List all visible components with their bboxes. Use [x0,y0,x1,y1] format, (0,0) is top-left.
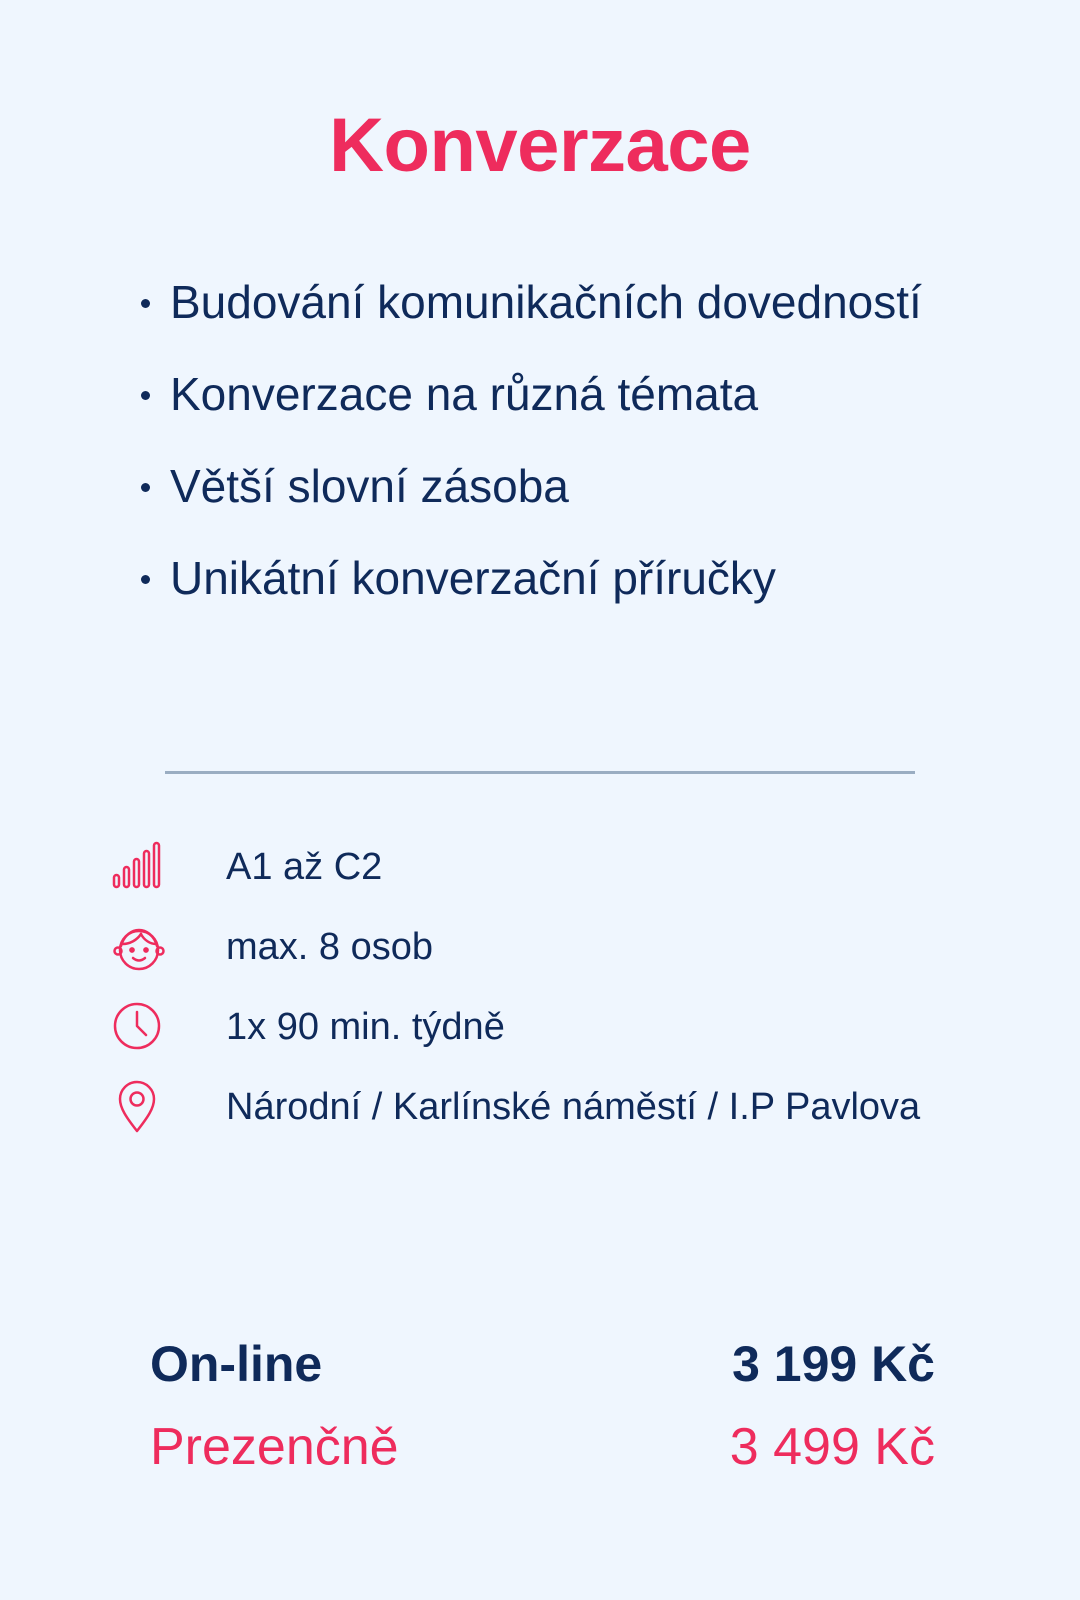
feature-item: Větší slovní zásoba [135,452,922,544]
info-group-size [110,917,1010,977]
feature-item: Unikátní konverzační příručky [135,544,922,636]
divider [165,771,915,774]
price-online-row [150,1324,935,1404]
group-size-text: max. 8 osob [226,926,433,968]
location-text: Národní / Karlínské náměstí / I.P Pavlova [226,1086,921,1128]
clock-icon [110,997,170,1057]
info-schedule [110,997,1010,1057]
price-online-label: On-line [150,1336,323,1392]
price-online-value: 3 199 Kč [732,1336,935,1392]
page-title: Konverzace [329,103,751,188]
price-presence-value: 3 499 Kč [729,1418,935,1476]
feature-item: Budování komunikačních dovedností [135,268,922,360]
feature-item: Konverzace na různá témata [135,360,922,452]
info-location [110,1077,1010,1137]
schedule-text: 1x 90 min. týdně [226,1006,505,1048]
level-text: A1 až C2 [226,846,383,888]
price-presence-row [150,1407,935,1487]
face-icon [110,917,170,977]
info-level [110,837,1010,897]
price-presence-label: Prezenčně [150,1418,399,1476]
feature-list [135,268,922,636]
location-pin-icon [110,1077,170,1137]
signal-bars-icon [110,837,170,897]
